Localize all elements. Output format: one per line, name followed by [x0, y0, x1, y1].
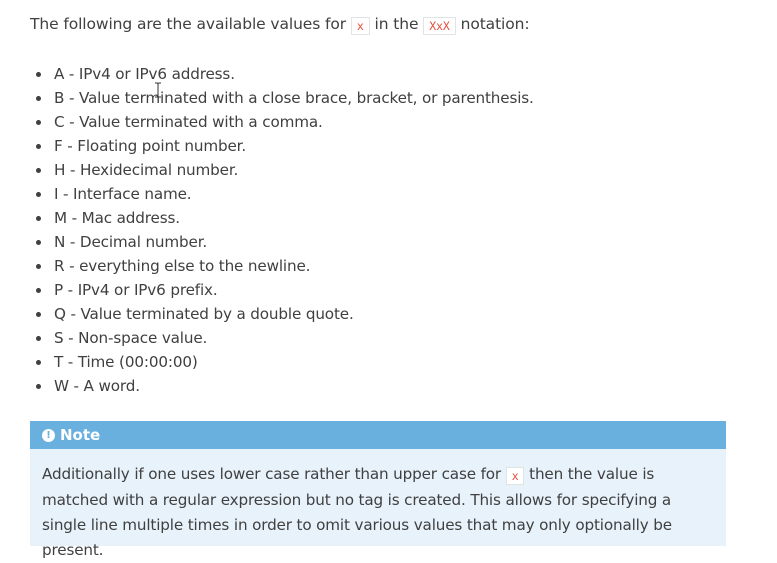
bullet-icon [36, 96, 41, 101]
list-item-text: Q - Value terminated by a double quote. [54, 305, 354, 323]
list-item [30, 158, 534, 182]
bullet-icon [36, 360, 41, 365]
bullet-icon [36, 120, 41, 125]
list-item-text: C - Value terminated with a comma. [54, 113, 323, 131]
list-item-text: F - Floating point number. [54, 137, 247, 155]
intro-text-before: The following are the available values for [30, 15, 351, 33]
values-list [30, 62, 534, 398]
intro-text-middle: in the [369, 15, 424, 33]
list-item [30, 254, 534, 278]
list-item [30, 278, 534, 302]
list-item [30, 62, 534, 86]
list-item-text: W - A word. [54, 377, 140, 395]
note-title-text: Note [60, 426, 101, 444]
list-item [30, 374, 534, 398]
bullet-icon [36, 192, 41, 197]
bullet-icon [36, 144, 41, 149]
list-item-text: B - Value terminated with a close brace, bracket, or parenthesis. [54, 89, 534, 107]
bullet-icon [36, 72, 41, 77]
note-inline-code-x: x [506, 467, 525, 485]
note-text-after: then the value is matched with a regular expression but no tag is created. This allows for specifying a single line multiple times in order to omit various values that may only optionally be present. [42, 465, 672, 559]
bullet-icon [36, 288, 41, 293]
note-header [30, 421, 726, 449]
list-item-text: R - everything else to the newline. [54, 257, 311, 275]
inline-code-x: x [351, 17, 370, 35]
main-content [30, 0, 727, 395]
list-item-text: I - Interface name. [54, 185, 192, 203]
list-item-text: S - Non-space value. [54, 329, 208, 347]
list-item [30, 230, 534, 254]
note-text-before: Additionally if one uses lower case rather than upper case for [42, 465, 506, 483]
list-item-text: P - IPv4 or IPv6 prefix. [54, 281, 218, 299]
list-item-text: T - Time (00:00:00) [54, 353, 198, 371]
bullet-icon [36, 240, 41, 245]
list-item [30, 206, 534, 230]
bullet-icon [36, 168, 41, 173]
inline-code-notation: XxX [423, 17, 455, 35]
list-item [30, 302, 534, 326]
bullet-icon [36, 384, 41, 389]
list-item [30, 182, 534, 206]
list-item-text: A - IPv4 or IPv6 address. [54, 65, 235, 83]
list-item-text: H - Hexidecimal number. [54, 161, 239, 179]
bullet-icon [36, 312, 41, 317]
intro-paragraph [30, 0, 727, 36]
list-item [30, 134, 534, 158]
exclamation-circle-icon: ! [42, 429, 55, 442]
bullet-icon [36, 216, 41, 221]
list-item [30, 86, 534, 110]
list-item-text: N - Decimal number. [54, 233, 208, 251]
list-item-text: M - Mac address. [54, 209, 180, 227]
bullet-icon [36, 336, 41, 341]
note-body [30, 449, 726, 563]
list-item [30, 326, 534, 350]
list-item [30, 350, 534, 374]
intro-text-after: notation: [455, 15, 530, 33]
note-admonition [30, 421, 726, 559]
text-cursor-icon [154, 82, 162, 98]
bullet-icon [36, 264, 41, 269]
list-item [30, 110, 534, 134]
